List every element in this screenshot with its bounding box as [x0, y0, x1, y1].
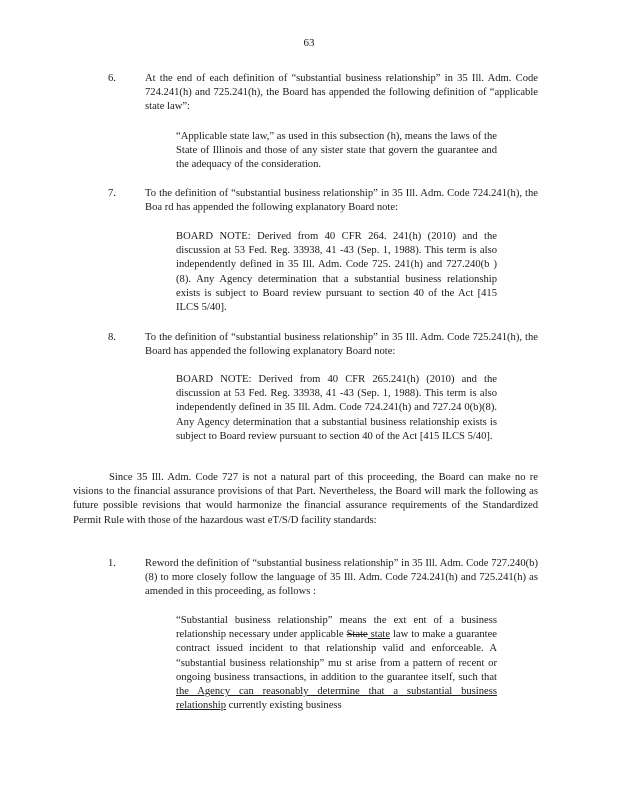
amended-definition — [176, 614, 497, 713]
item-text: At the end of each definition of “substantial business relationship” in 35 Ill. Adm. Code 724.241(h) and 725.241(h), the Board has appended the following definition of “applicable state law”: — [145, 73, 538, 113]
item-number: 8. — [108, 332, 116, 343]
list-item-6 — [108, 72, 538, 115]
list-item-1 — [108, 557, 538, 600]
body-paragraph-text: Since 35 Ill. Adm. Code 727 is not a natural part of this proceeding, the Board can make no re visions to the financial assurance provisions of that Part. Nevertheless, the Board will mark the following as future possible revisions that would harmonize the financial assurance requirements of the Standardized Permit Rule with those of the hazardous wast eT/S/D facility standards: — [73, 472, 538, 526]
page-number: 63 — [303, 37, 315, 49]
item-text: To the definition of “substantial business relationship” in 35 Ill. Adm. Code 725.241(h), the Board has appended the following explanatory Board note: — [145, 332, 538, 358]
inserted-clause: the Agency can reasonably determine that a substantial business relationship — [176, 686, 497, 712]
body-paragraph — [73, 471, 538, 528]
item-text: To the definition of “substantial business relationship” in 35 Ill. Adm. Code 724.241(h), the Boa rd has appended the following explanatory Board note: — [145, 188, 538, 214]
board-note-725: BOARD NOTE: Derived from 40 CFR 265.241(h) (2010) and the discussion at 53 Fed. Reg. 33938, 41 -43 (Sep. 1, 1988). This term is also independently defined in 35 Ill. Adm. Code 724.241(h) and 727.24 0(b)(8). Any Agency determination that a substantial business relationship exists is subject to Board review pursuant to section 40 of the Act [415 ILCS 5/40]. — [176, 374, 497, 442]
item-text: Reword the definition of “substantial business relationship” in 35 Ill. Adm. Code 727.240(b)(8) to more closely follow the language of 35 Ill. Adm. Code 724.241(h) and 725.241(h) as amended in this proceeding, as follows : — [145, 558, 538, 598]
list-item-8 — [108, 331, 538, 359]
list-item-7 — [108, 187, 538, 215]
definition-text: law to make a guarantee contract issued incident to that relationship valid and enforceable. A “substantial business relationship” mu st arise from a pattern of recent or ongoing business transactions, in addition to the guarantee itself, such that — [176, 629, 498, 683]
board-note-724: BOARD NOTE: Derived from 40 CFR 264. 241(h) (2010) and the discussion at 53 Fed. Reg. 33938, 41 -43 (Sep. 1, 1988). This term is also independently defined in 35 Ill. Adm. Code 725. 241(h) and 727.240(b )(8). Any Agency determination that a substantial business relationship exists is subject to Board review pursuant to section 40 of the Act [415 ILCS 5/40]. — [176, 231, 497, 314]
quote-applicable-state-law: “Applicable state law,” as used in this subsection (h), means the laws of the State of Illinois and those of any sister state that govern the guarantee and the adequacy of the consideration. — [176, 131, 497, 171]
item-number: 7. — [108, 188, 116, 199]
deleted-text: State — [346, 629, 368, 641]
item-number: 1. — [108, 558, 116, 569]
definition-text: currently existing business — [226, 700, 342, 712]
item-number: 6. — [108, 73, 116, 84]
definition-text: “Substantial business relationship” means the ext ent of a business relationship necessary under applicable — [176, 615, 497, 641]
inserted-text: state — [367, 629, 391, 641]
